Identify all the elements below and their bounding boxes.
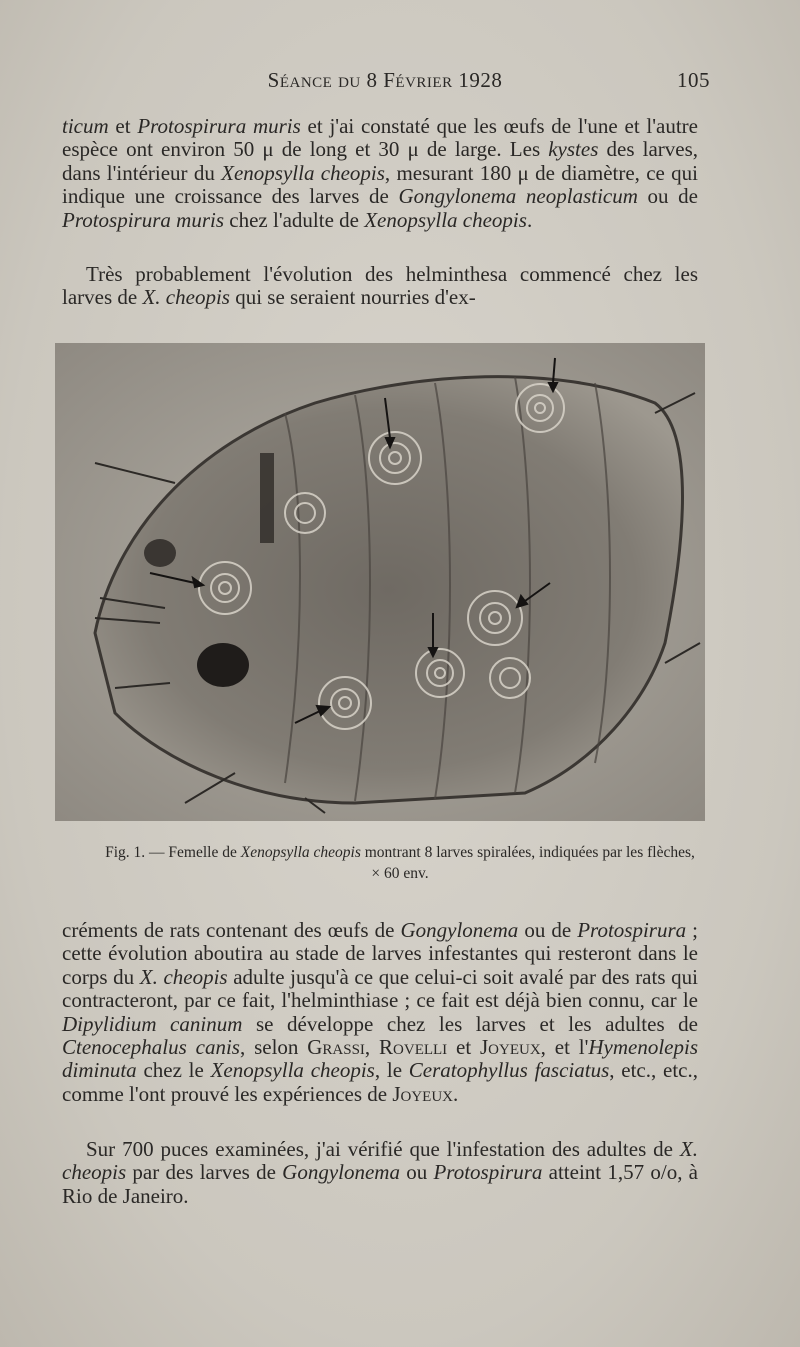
text-span: chez le <box>136 1058 211 1083</box>
running-header <box>60 68 710 98</box>
text-span: des larves, dans l'intérieur du <box>62 137 699 185</box>
species-name: Ctenocephalus canis <box>62 1035 240 1060</box>
author-name: Grassi <box>307 1035 365 1060</box>
species-name: Gongylonema <box>282 1160 400 1185</box>
text-span: chez l'adulte de <box>224 207 365 232</box>
text-span: atteint 1,57 o/o, à Rio de Janeiro. <box>62 1160 699 1208</box>
paragraph-3 <box>62 919 698 1106</box>
text-span: ; cette évolution aboutira au stade de larves infestantes qui resteront dans le corps du <box>62 918 699 989</box>
text-span: kystes <box>548 137 599 162</box>
page-number: 105 <box>677 68 710 92</box>
text-span: Fig. 1. — Femelle de <box>105 844 241 861</box>
text-span: , selon <box>239 1035 308 1060</box>
text-span: . <box>526 207 533 232</box>
species-name: X. cheopis <box>139 964 228 989</box>
author-name: Joyeux <box>480 1035 541 1060</box>
paragraph-1 <box>62 115 698 232</box>
species-name: Protospirura <box>433 1160 543 1185</box>
text-span: Très probablement l'évolution des helminthesa commencé chez les larves de <box>62 262 698 310</box>
figure-caption <box>100 842 700 884</box>
paragraph-2 <box>62 263 698 310</box>
text-span: ou <box>399 1160 434 1185</box>
text-span: qui se seraient nourries d'ex- <box>229 285 476 310</box>
species-name: Xenopsylla cheopis <box>364 207 527 232</box>
species-name: Protospirura muris <box>62 207 225 232</box>
species-name: Protospirura muris <box>137 114 301 138</box>
text-span: et <box>447 1035 480 1060</box>
species-name: Xenopsylla cheopis <box>240 844 361 861</box>
species-name: Dipylidium caninum <box>62 1011 243 1036</box>
text-span: , <box>364 1035 380 1060</box>
species-name: X. cheopis <box>142 285 230 310</box>
text-span: montrant 8 larves spiralées, indiquées par les flèches, × 60 env. <box>360 844 695 882</box>
species-name: Xenopsylla cheopis <box>221 160 385 185</box>
text-span: , mesurant 180 μ de diamètre, ce qui indique une croissance des larves de <box>62 160 698 209</box>
author-name: Rovelli <box>379 1035 448 1060</box>
text-span: et <box>108 114 138 138</box>
text-span: ticum <box>62 114 109 138</box>
text-span: , et l' <box>540 1035 589 1060</box>
species-name: Xenopsylla cheopis <box>210 1058 375 1083</box>
text-span: ou de <box>637 184 698 209</box>
text-span: , le <box>374 1058 409 1083</box>
species-name: X. cheopis <box>62 1137 698 1185</box>
text-span: ou de <box>518 918 578 942</box>
species-name: Hymenolepis diminuta <box>62 1035 699 1083</box>
text-span: et j'ai constaté que les œufs de l'une et l'autre espèce ont environ 50 μ de long et 30 μ de large. Les <box>62 114 698 162</box>
text-span: créments de rats contenant des œufs de <box>62 918 401 942</box>
running-title: Séance du 8 Février 1928 <box>267 68 503 92</box>
species-name: Gongylonema neoplasticum <box>398 184 638 209</box>
flea-micrograph <box>55 343 705 821</box>
author-name: Joyeux <box>392 1081 454 1106</box>
species-name: Protospirura <box>577 918 687 942</box>
text-span: se développe chez les larves et les adultes de <box>242 1011 699 1036</box>
text-span: Sur 700 puces examinées, j'ai vérifié que l'infestation des adultes de <box>86 1137 680 1161</box>
text-span: , etc., etc., comme l'ont prouvé les expériences de <box>62 1058 698 1106</box>
text-span: par des larves de <box>126 1160 283 1185</box>
paragraph-4 <box>62 1138 698 1208</box>
text-span: adulte jusqu'à ce que celui-ci soit avalé par des rats qui contracteront, par ce fait, l'helminthiase ; ce fait est déjà bien connu, car le <box>62 964 698 1013</box>
species-name: Ceratophyllus fasciatus <box>408 1058 610 1083</box>
text-span: . <box>453 1081 459 1106</box>
species-name: Gongylonema <box>400 918 519 942</box>
